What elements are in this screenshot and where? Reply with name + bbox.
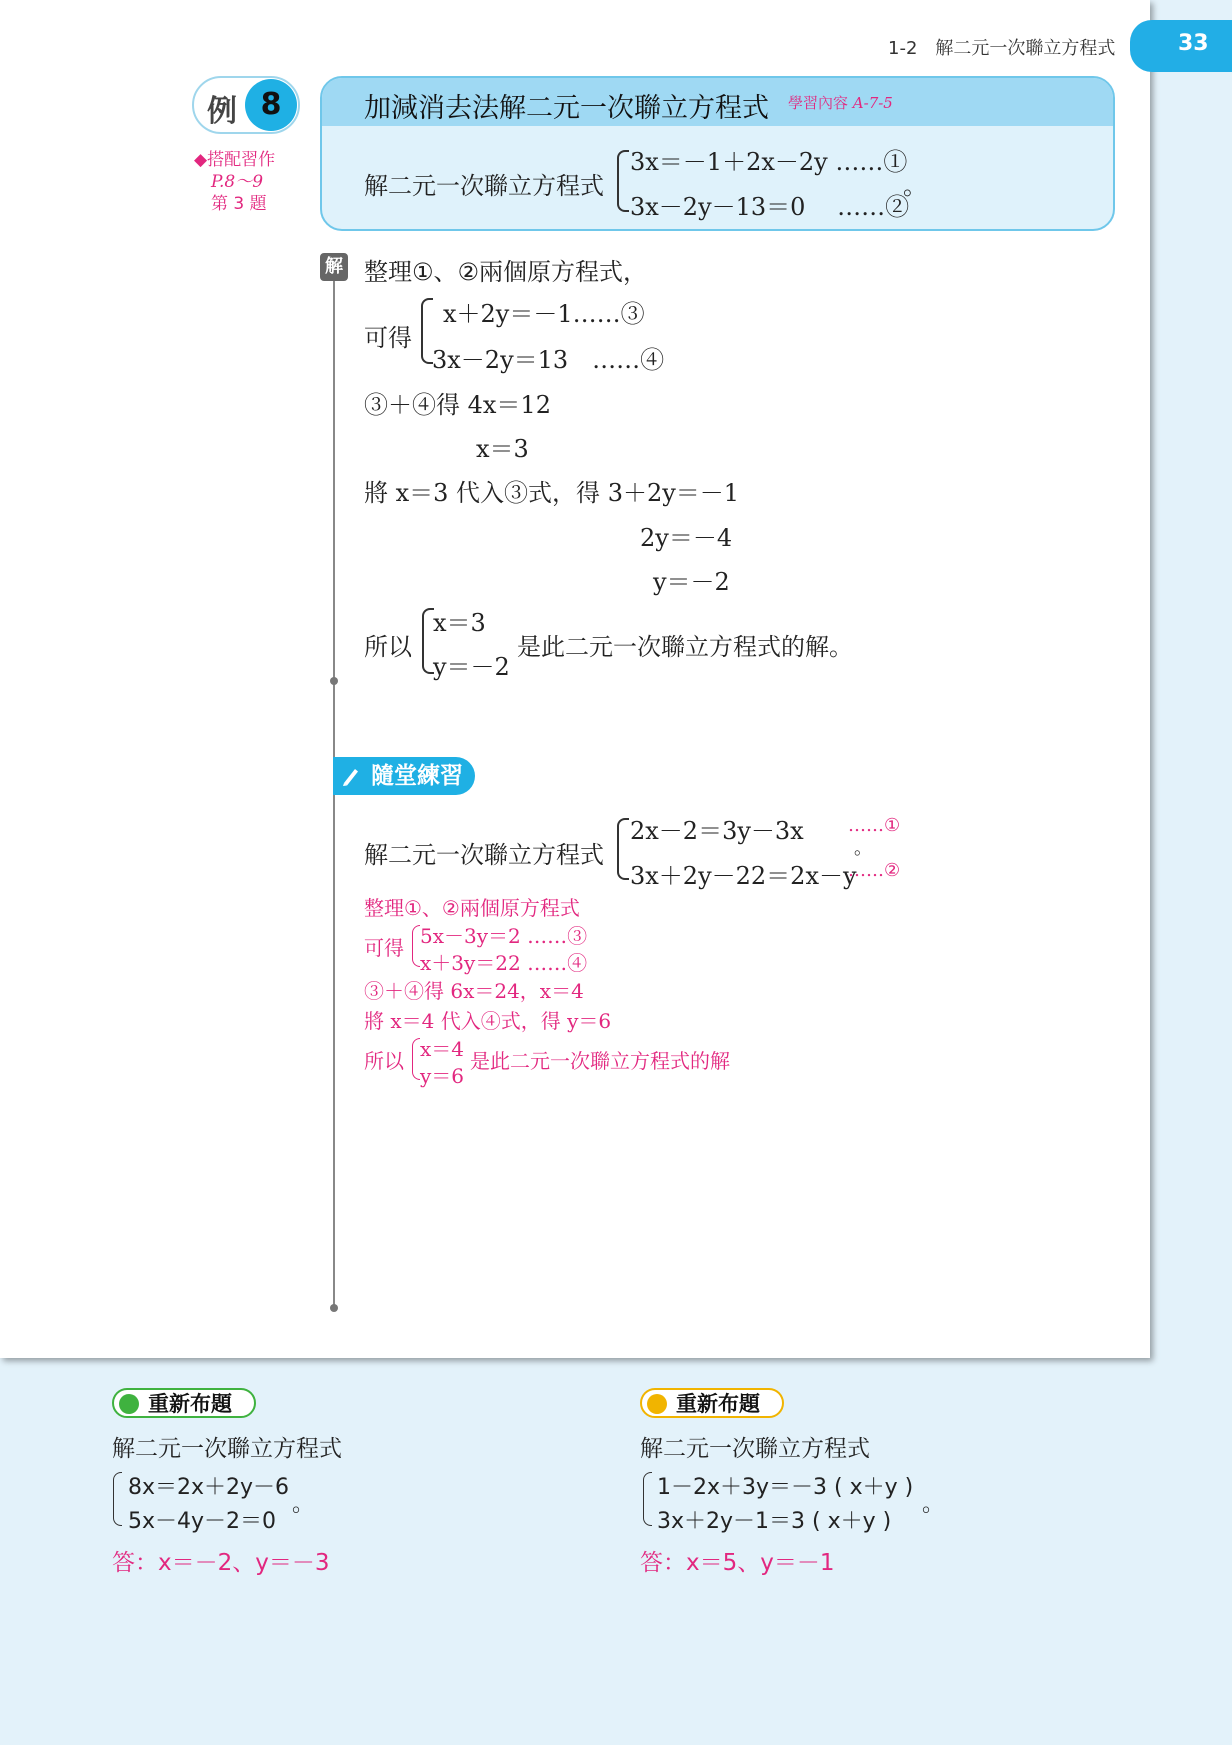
rework-2-answer: 答：x＝5、y＝－1 [640, 1550, 835, 1576]
solution-step5: y＝－2 [653, 568, 730, 596]
example-brace [617, 150, 629, 212]
rework-2-period: 。 [922, 1492, 945, 1517]
example-word: 例 [207, 94, 237, 129]
solution-step3: 將 x＝3 代入③式，得 3＋2y＝－1 [364, 479, 740, 507]
rework-question-2: 解二元一次聯立方程式 [640, 1436, 870, 1462]
learning-content-label: 學習內容 [788, 94, 849, 112]
example-period: 。 [903, 172, 927, 200]
guide-dot-bottom [330, 1304, 338, 1312]
practice-answer-sys-eq2: x＋3y＝22 ……④ [420, 951, 588, 975]
rework-2-eq1: 1－2x＋3y＝－3 ( x＋y ) [657, 1475, 914, 1500]
guide-dot-top [330, 677, 338, 685]
learning-content-code: A-7-5 [852, 94, 893, 112]
practice-eq1: 2x－2＝3y－3x [630, 817, 804, 845]
practice-eq2: 3x＋2y－22＝2x－y [630, 862, 857, 890]
solution-step2: x＝3 [476, 435, 529, 463]
solution-conclusion: 是此二元一次聯立方程式的解。 [517, 633, 853, 661]
pairing-question: 第 3 題 [211, 194, 267, 214]
rework-2-eq2: 3x＋2y－1＝3 ( x＋y ) [657, 1509, 892, 1534]
practice-answer-ans2: y＝6 [420, 1064, 465, 1088]
rework-brace-2 [643, 1472, 652, 1526]
solution-line1: 整理①、②兩個原方程式， [364, 258, 648, 286]
learning-content-tag [788, 92, 893, 113]
solution-sys-eq2: 3x－2y＝13 ……④ [432, 346, 665, 374]
solution-obtain: 可得 [364, 324, 412, 352]
solution-sys-eq1: x＋2y＝－1……③ [443, 300, 645, 328]
practice-brace [617, 818, 629, 880]
example-eq2: 3x－2y－13＝0 ……② [630, 193, 910, 221]
page-number: 33 [1178, 31, 1209, 56]
solution-so: 所以 [364, 633, 412, 661]
green-dot-icon [119, 1394, 139, 1414]
solution-badge: 解 [320, 253, 348, 281]
practice-answer-brace [412, 925, 420, 967]
rework-badge-yellow [640, 1388, 784, 1418]
practice-answer-result-brace [412, 1038, 420, 1080]
example-title: 加減消去法解二元一次聯立方程式 [364, 93, 769, 124]
example-problem-prefix: 解二元一次聯立方程式 [364, 172, 604, 200]
workbook-pairing [194, 149, 275, 215]
yellow-dot-icon [647, 1394, 667, 1414]
rework-1-answer: 答：x＝－2、y＝－3 [112, 1550, 330, 1576]
practice-answer-obtain: 可得 [364, 936, 404, 960]
rework-badge-label: 重新布題 [676, 1392, 760, 1416]
practice-answer-step2: 將 x＝4 代入④式，得 y＝6 [364, 1009, 612, 1033]
section-title: 1-2 解二元一次聯立方程式 [888, 38, 1116, 59]
pairing-title: ◆搭配習作 [194, 150, 276, 170]
solution-ans2: y＝－2 [433, 653, 510, 681]
example-number: 8 [245, 79, 297, 131]
practice-eq2-mark: ……② [848, 860, 901, 881]
rework-brace-1 [113, 1472, 122, 1526]
practice-answer-line1: 整理①、②兩個原方程式 [364, 896, 580, 920]
practice-answer-ans1: x＝4 [420, 1037, 465, 1061]
solution-step1: ③＋④得 4x＝12 [364, 391, 551, 419]
rework-1-period: 。 [292, 1492, 315, 1517]
practice-period: 。 [854, 838, 872, 859]
rework-1-eq1: 8x＝2x＋2y－6 [128, 1475, 290, 1500]
pairing-pages: P.8～9 [211, 172, 264, 192]
practice-problem-prefix: 解二元一次聯立方程式 [364, 841, 604, 869]
example-eq1: 3x＝－1＋2x－2y ……① [630, 148, 908, 176]
solution-step4: 2y＝－4 [640, 524, 733, 552]
rework-question-1: 解二元一次聯立方程式 [112, 1436, 342, 1462]
solution-ans1: x＝3 [433, 609, 486, 637]
practice-answer-so: 所以 [364, 1049, 404, 1073]
practice-answer-conclusion: 是此二元一次聯立方程式的解 [470, 1049, 730, 1073]
practice-badge: 隨堂練習 [333, 757, 475, 795]
practice-answer-sys-eq1: 5x－3y＝2 ……③ [420, 924, 588, 948]
pencil-icon [340, 765, 360, 787]
practice-eq1-mark: ……① [848, 815, 901, 836]
practice-answer-step1: ③＋④得 6x＝24，x＝4 [364, 979, 584, 1003]
rework-1-eq2: 5x－4y－2＝0 [128, 1509, 277, 1534]
rework-badge-label: 重新布題 [148, 1392, 232, 1416]
rework-badge-green [112, 1388, 256, 1418]
